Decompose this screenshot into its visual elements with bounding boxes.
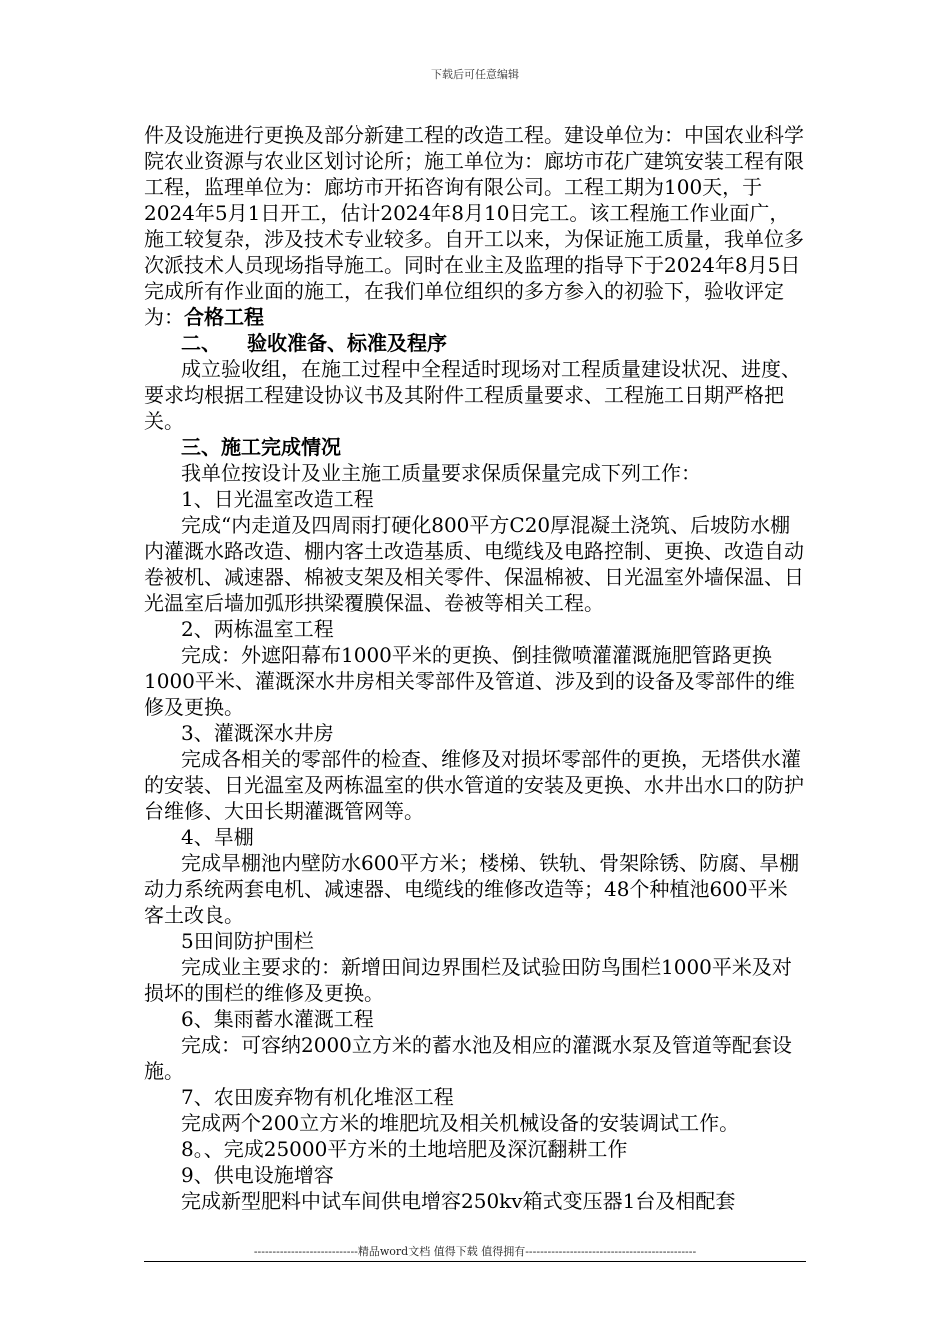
item-3-body: 完成各相关的零部件的检查、维修及对损坏零部件的更换，无塔供水灌的安装、日光温室及两栋温室的供水管道的安装及更换、水井出水口的防护台维修、大田长期灌溉管网等。 [144,747,804,823]
item-6-title: 6、集雨蓄水灌溉工程 [181,1007,374,1031]
item-1-title: 1、日光温室改造工程 [181,487,374,511]
intro-text: 件及设施进行更换及部分新建工程的改造工程。建设单位为：中国农业科学院农业资源与农业区划讨论所；施工单位为：廊坊市花广建筑安装工程有限工程，监理单位为：廊坊市开拓咨询有限公司。工程工期为100天，于2024年5月1日开工，估计2024年8月10日完工。该工程施工作业面广，施工较复杂，涉及技术专业较多。自开工以来，为保证施工质量，我单位多次派技术人员现场指导施工。同时在业主及监理的指导下于2024年8月5日完成所有作业面的施工，在我们单位组织的多方参入的初验下，验收评定为： [144,123,804,329]
item-8-title: 8。、完成25000平方米的土地培肥及深沉翻耕工作 [181,1137,628,1161]
item-7-title: 7、农田废弃物有机化堆沤工程 [181,1085,454,1109]
page-header: 下载后可任意编辑 [431,68,519,81]
item-9-body: 完成新型肥料中试车间供电增容250kv箱式变压器1台及相配套 [181,1189,736,1213]
item-1-body: 完成“内走道及四周雨打硬化800平方C20厚混凝土浇筑、后坡防水棚内灌溉水路改造、棚内客土改造基质、电缆线及电路控制、更换、改造自动卷被机、减速器、棉被支架及相关零件、保温棉被、日光温室外墙保温、日光温室后墙加弧形拱梁覆膜保温、卷被等相关工程。 [144,513,804,615]
section-3-intro: 我单位按设计及业主施工质量要求保质保量完成下列工作： [181,461,701,485]
item-5-body: 完成业主要求的：新增田间边界围栏及试验田防鸟围栏1000平米及对损坏的围栏的维修及更换。 [144,955,792,1005]
intro-paragraph [144,122,806,330]
section-2-body: 成立验收组，在施工过程中全程适时现场对工程质量建设状况、进度、要求均根据工程建设协议书及其附件工程质量要求、工程施工日期严格把关。 [144,357,801,433]
item-7-body: 完成两个200立方米的堆肥坑及相关机械设备的安装调试工作。 [181,1111,740,1135]
item-3-title: 3、灌溉深水井房 [181,721,334,745]
item-2-title: 2、两栋温室工程 [181,617,334,641]
page-footer: ----------------------------精品word文档 值得下载 值得拥有---------------------------------------------- [253,1245,697,1258]
document-body [144,122,806,1214]
item-4-title: 4、旱棚 [181,825,254,849]
item-5-title: 5田间防护围栏 [181,929,314,953]
item-4-body: 完成旱棚池内壁防水600平方米；楼梯、铁轨、骨架除锈、防腐、旱棚动力系统两套电机、减速器、电缆线的维修改造等；48个种植池600平米客土改良。 [144,851,800,927]
conclusion-text: 合格工程 [184,305,264,329]
section-3-heading: 三、施工完成情况 [181,435,341,459]
footer-divider [144,1261,806,1262]
section-2-heading [144,330,806,356]
item-2-body: 完成：外遮阳幕布1000平米的更换、倒挂微喷灌灌溉施肥管路更换1000平米、灌溉深水井房相关零部件及管道、涉及到的设备及零部件的维修及更换。 [144,643,795,719]
section-2-number: 二、 [181,331,221,355]
section-2-title: 验收准备、标准及程序 [247,331,447,355]
item-6-body: 完成：可容纳2000立方米的蓄水池及相应的灌溉水泵及管道等配套设施。 [144,1033,792,1083]
item-9-title: 9、供电设施增容 [181,1163,334,1187]
